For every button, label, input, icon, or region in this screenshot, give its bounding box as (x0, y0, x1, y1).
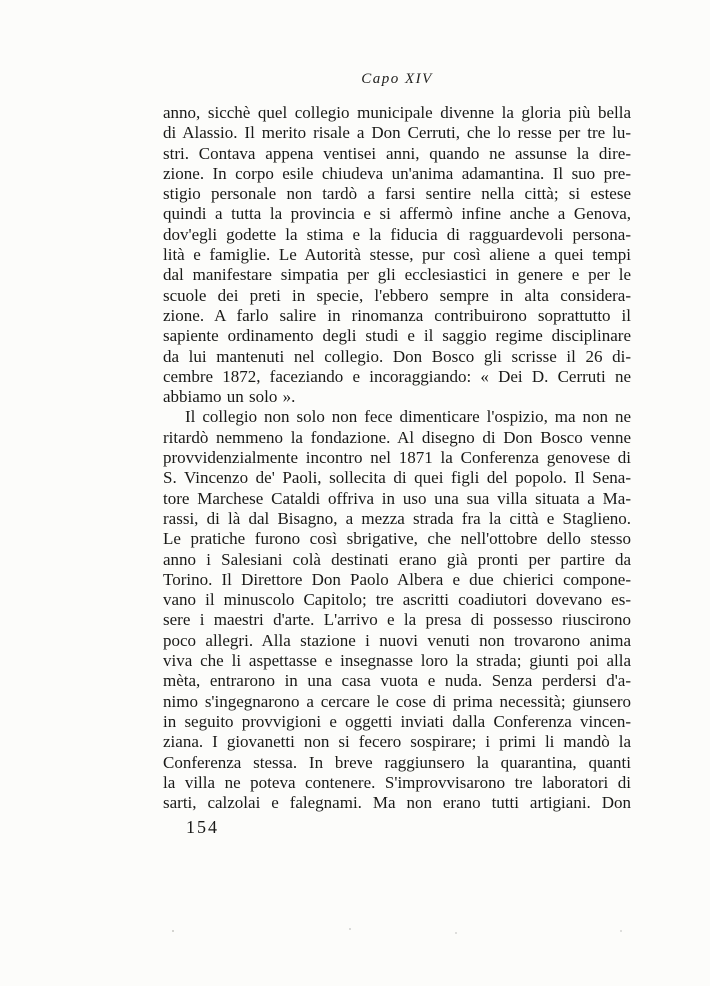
text-line: zione. In corpo esile chiudeva un'anima adamantina. Il suo pre- (163, 163, 631, 183)
scan-speck (349, 928, 351, 930)
text-line: sarti, calzolai e falegnami. Ma non erano tutti artigiani. Don (163, 793, 631, 813)
scan-speck (620, 930, 622, 932)
text-line: sapiente ordinamento degli studi e il saggio regime disciplinare (163, 326, 631, 346)
text-line: anno i Salesiani colà destinati erano già pronti per partire da (163, 549, 631, 569)
text-line: in seguito provvigioni e oggetti inviati dalla Conferenza vincen- (163, 711, 631, 731)
text-line: la villa ne poteva contenere. S'improvvisarono tre laboratori di (163, 772, 631, 792)
scan-speck (172, 930, 174, 932)
text-line: dal manifestare simpatia per gli ecclesiastici in genere e per le (163, 265, 631, 285)
text-line: Torino. Il Direttore Don Paolo Albera e due chierici compone- (163, 569, 631, 589)
running-header: Capo XIV (361, 71, 433, 87)
text-line: nimo s'ingegnarono a cercare le cose di prima necessità; giunsero (163, 691, 631, 711)
text-line: vano il minuscolo Capitolo; tre ascritti coadiutori dovevano es- (163, 590, 631, 610)
text-line: abbiamo un solo ». (163, 387, 296, 407)
text-line: mèta, entrarono in una casa vuota e nuda. Senza perdersi d'a- (163, 671, 631, 691)
text-line: Conferenza stessa. In breve raggiunsero la quarantina, quanti (163, 752, 631, 772)
scan-speck (455, 932, 457, 934)
text-line: da lui mantenuti nel collegio. Don Bosco gli scrisse il 26 di- (163, 346, 631, 366)
text-line: di Alassio. Il merito risale a Don Cerruti, che lo resse per tre lu- (163, 123, 631, 143)
text-line: viva che li aspettasse e insegnasse loro la strada; giunti poi alla (163, 651, 631, 671)
text-line: rassi, di là dal Bisagno, a mezza strada fra la città e Staglieno. (163, 508, 631, 528)
text-line: lità e famiglie. Le Autorità stesse, pur così aliene a quei tempi (163, 245, 631, 265)
text-line: Le pratiche furono così sbrigative, che nell'ottobre dello stesso (163, 529, 631, 549)
text-line: zione. A farlo salire in rinomanza contribuirono soprattutto il (163, 305, 631, 325)
text-line: stigio personale non tardò a farsi sentire nella città; si estese (163, 184, 631, 204)
text-line: quindi a tutta la provincia e si affermò infine anche a Genova, (163, 204, 631, 224)
text-line: ziana. I giovanetti non si fecero sospirare; i primi li mandò la (163, 732, 631, 752)
text-line: S. Vincenzo de' Paoli, sollecita di quei figli del popolo. Il Sena- (163, 468, 631, 488)
text-line: Il collegio non solo non fece dimenticare l'ospizio, ma non ne (185, 407, 631, 427)
text-line: dov'egli godette la stima e la fiducia di ragguardevoli persona- (163, 224, 631, 244)
text-line: anno, sicchè quel collegio municipale divenne la gloria più bella (163, 103, 631, 122)
text-line: poco allegri. Alla stazione i nuovi venuti non trovarono anima (163, 630, 631, 650)
text-block (163, 103, 631, 813)
text-line: ritardò nemmeno la fondazione. Al disegno di Don Bosco venne (163, 427, 631, 447)
text-line: sere i maestri d'arte. L'arrivo e la presa di possesso riuscirono (163, 610, 631, 630)
text-line: cembre 1872, faceziando e incoraggiando: « Dei D. Cerruti ne (163, 366, 631, 386)
text-line: stri. Contava appena ventisei anni, quando ne assunse la dire- (163, 143, 631, 163)
text-line: scuole dei preti in specie, l'ebbero sempre in alta considera- (163, 285, 631, 305)
text-line: tore Marchese Cataldi offriva in uso una sua villa situata a Ma- (163, 488, 631, 508)
page-number: 154 (186, 817, 219, 837)
text-line: provvidenzialmente incontro nel 1871 la Conferenza genovese di (163, 448, 631, 468)
